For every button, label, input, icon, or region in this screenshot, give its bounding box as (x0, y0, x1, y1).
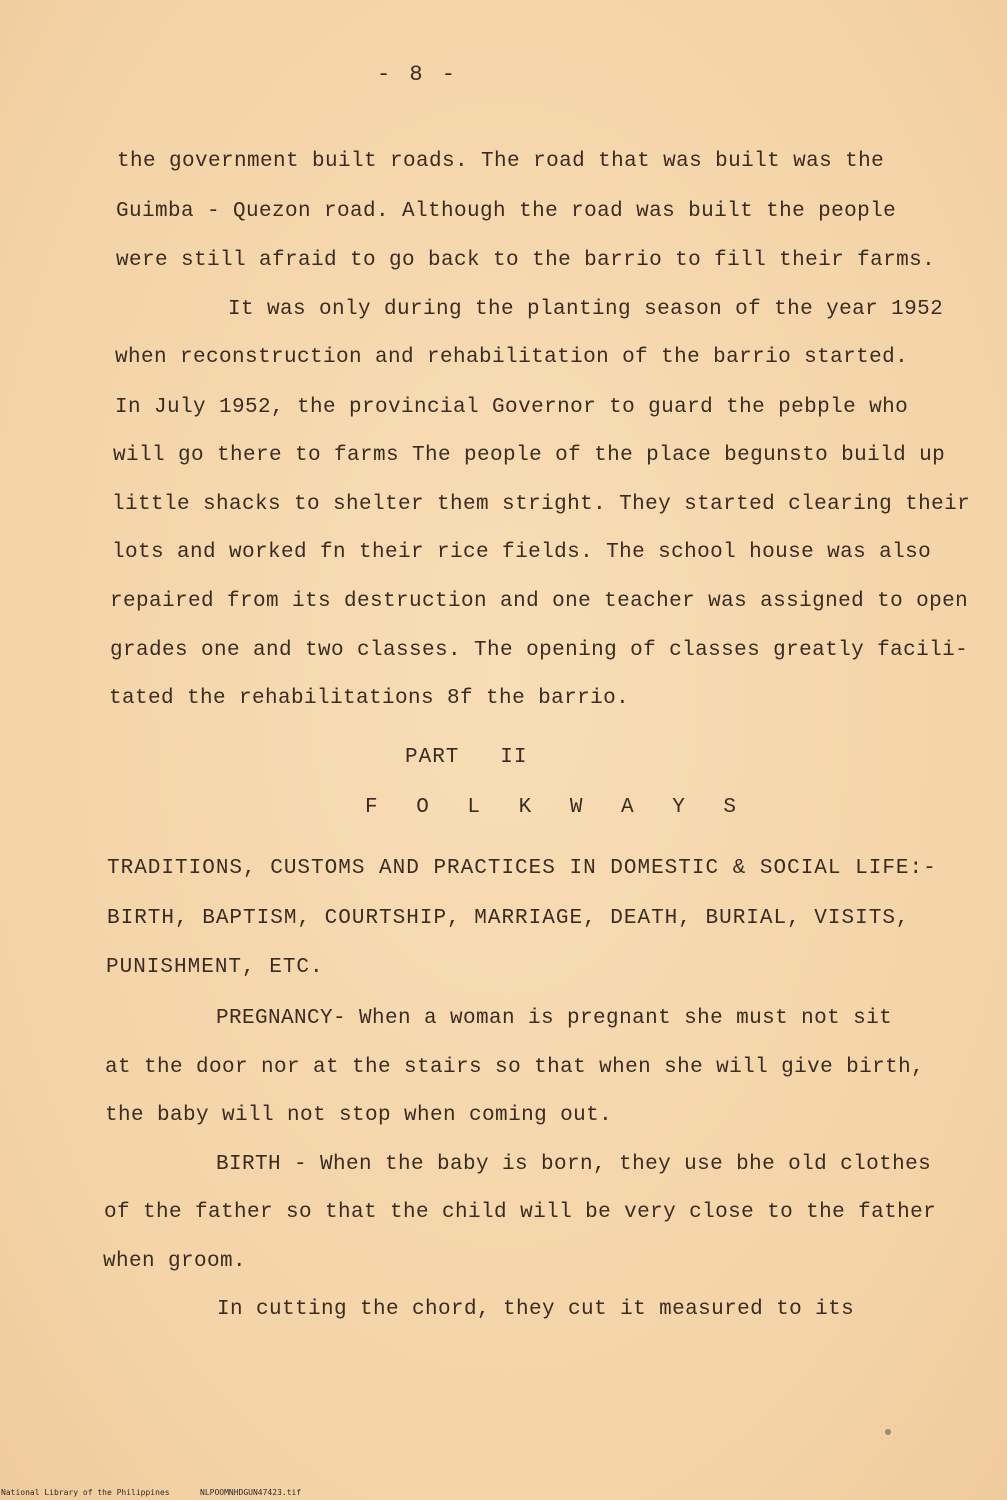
body-line: In July 1952, the provincial Governor to guard the pebple who (115, 396, 909, 419)
footer-filename: NLPOOMNHDGUN47423.tif (200, 1488, 302, 1497)
body-line: the government built roads. The road that was built was the (117, 150, 885, 173)
section-heading-line: BIRTH, BAPTISM, COURTSHIP, MARRIAGE, DEATH, BURIAL, VISITS, (107, 907, 910, 930)
section-heading-line: PUNISHMENT, ETC. (106, 956, 324, 979)
pregnancy-line: PREGNANCY- When a woman is pregnant she must not sit (216, 1007, 893, 1030)
birth-line: BIRTH - When the baby is born, they use bhe old clothes (216, 1153, 932, 1176)
part-title: PART II (405, 746, 528, 769)
body-line: when reconstruction and rehabilitation of the barrio started. (115, 346, 909, 369)
body-line: grades one and two classes. The opening of classes greatly facili- (110, 639, 969, 662)
birth-line: when groom. (103, 1250, 247, 1273)
body-line: It was only during the planting season of the year 1952 (228, 298, 944, 321)
section-heading-line: TRADITIONS, CUSTOMS AND PRACTICES IN DOMESTIC & SOCIAL LIFE:- (107, 857, 937, 880)
body-line: were still afraid to go back to the barrio to fill their farms. (116, 249, 936, 272)
body-line: lots and worked fn their rice fields. The school house was also (112, 541, 932, 564)
cord-line: In cutting the chord, they cut it measured to its (217, 1298, 855, 1321)
page-number: - 8 - (377, 62, 459, 87)
part-subtitle: F O L K W A Y S (365, 796, 750, 819)
body-line: will go there to farms The people of the place begunsto build up (113, 444, 946, 467)
footer-library: National Library of the Philippines (1, 1488, 170, 1497)
body-line: Guimba - Quezon road. Although the road was built the people (116, 200, 897, 223)
body-line: repaired from its destruction and one teacher was assigned to open (110, 590, 969, 613)
paper-speck (885, 1429, 891, 1435)
body-line: little shacks to shelter them stright. They started clearing their (112, 493, 971, 516)
body-line: tated the rehabilitations 8f the barrio. (109, 687, 630, 710)
birth-line: of the father so that the child will be very close to the father (104, 1201, 937, 1224)
pregnancy-line: at the door nor at the stairs so that when she will give birth, (105, 1056, 925, 1079)
pregnancy-line: the baby will not stop when coming out. (105, 1104, 613, 1127)
